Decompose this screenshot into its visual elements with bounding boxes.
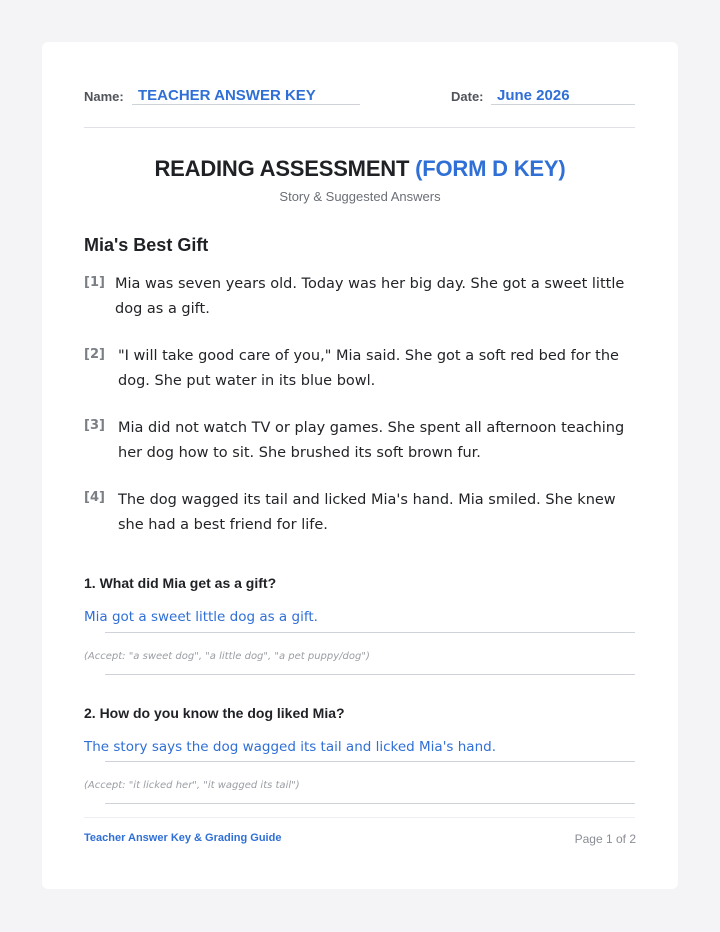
story-title: Mia's Best Gift (84, 235, 209, 255)
date-underline (491, 104, 635, 105)
answer-1: Mia got a sweet little dog as a gift. (84, 609, 318, 625)
paragraph-text: Mia did not watch TV or play games. She spent all afternoon teaching her dog how to sit. She brushed its soft brown fur. (118, 420, 625, 461)
header-divider (84, 127, 635, 128)
title-main: READING ASSESSMENT (154, 156, 410, 181)
footer-divider (84, 817, 635, 818)
paragraph-text: Mia was seven years old. Today was her big day. She got a sweet little dog as a gift. (115, 276, 625, 317)
name-label: Name: (84, 89, 124, 104)
answer-line (105, 632, 635, 633)
accept-note-2: (Accept: "it licked her", "it wagged its tail") (84, 780, 300, 791)
page-subtitle: Story & Suggested Answers (279, 189, 441, 204)
question-1: 1. What did Mia get as a gift? (84, 575, 277, 591)
date-value: June 2026 (497, 87, 570, 104)
footer-title: Teacher Answer Key & Grading Guide (84, 832, 282, 844)
answer-line (105, 674, 635, 675)
paragraph-text: The dog wagged its tail and licked Mia's hand. Mia smiled. She knew she had a best friend for life. (118, 492, 616, 533)
name-underline (132, 104, 360, 105)
date-label: Date: (451, 89, 484, 104)
accept-note-1: (Accept: "a sweet dog", "a little dog", "a pet puppy/dog") (84, 651, 370, 662)
title-form-key: (FORM D KEY) (415, 156, 566, 181)
paragraph-number: [1] (84, 275, 105, 290)
answer-line (105, 803, 635, 804)
paragraph-number: [4] (84, 490, 105, 505)
worksheet-page (42, 42, 678, 889)
answer-line (105, 761, 635, 762)
page-title (42, 156, 678, 182)
page-number: Page 1 of 2 (574, 832, 636, 846)
question-2: 2. How do you know the dog liked Mia? (84, 705, 345, 721)
paragraph-number: [3] (84, 418, 105, 433)
paragraph-text: "I will take good care of you," Mia said. She got a soft red bed for the dog. She put water in its blue bowl. (118, 348, 619, 389)
paragraph-number: [2] (84, 347, 105, 362)
answer-2: The story says the dog wagged its tail and licked Mia's hand. (84, 739, 496, 755)
name-value: TEACHER ANSWER KEY (138, 87, 316, 104)
